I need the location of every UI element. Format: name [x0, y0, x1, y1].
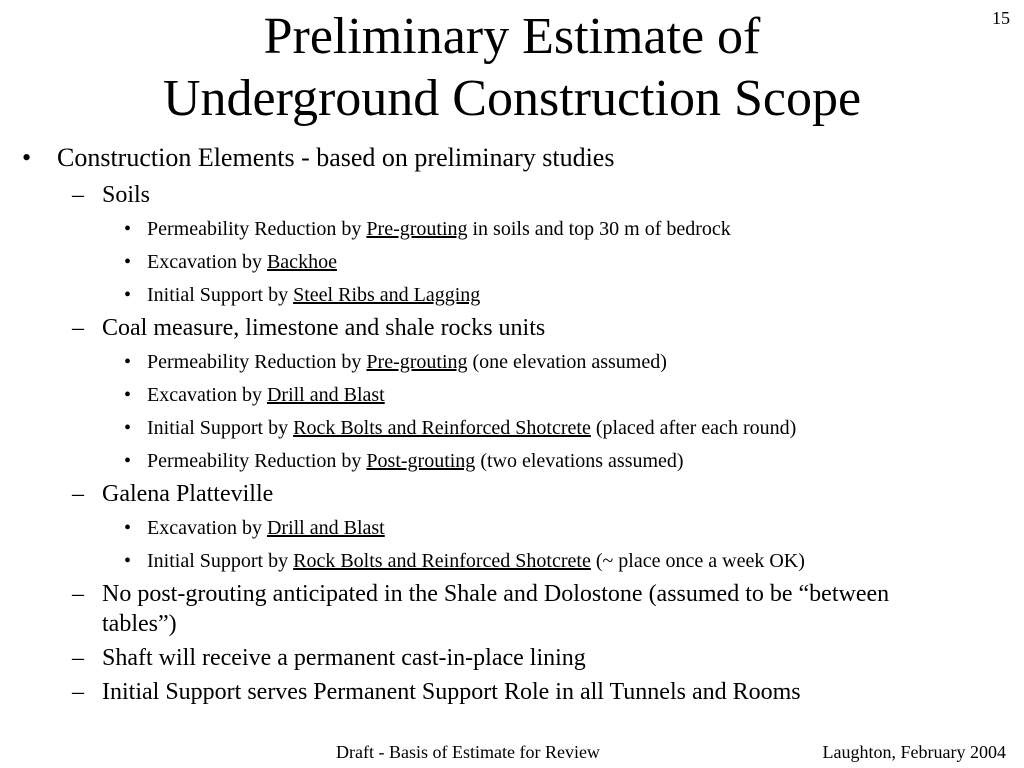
galena-item-excavation [0, 514, 1024, 542]
initial-support-item [0, 677, 1024, 707]
dash-marker: – [72, 481, 84, 507]
post-grouting-link[interactable]: Post-grouting [366, 450, 476, 472]
slide-footer [0, 741, 1024, 765]
pre-grouting-link[interactable]: Pre-grouting [366, 351, 468, 373]
bullet-marker: • [124, 284, 132, 306]
coal-heading-text: Coal measure, limestone and shale rocks units [102, 315, 546, 341]
soils-item-support [0, 281, 1024, 309]
item-prefix: Initial Support by [147, 550, 294, 572]
main-bullet-text: Construction Elements - based on preliminary studies [57, 143, 615, 172]
slide-title [0, 6, 1024, 130]
slide-number: 15 [992, 8, 1010, 28]
item-prefix: Excavation by [147, 517, 267, 539]
bullet-marker: • [124, 417, 132, 439]
soils-item-excavation [0, 248, 1024, 276]
item-prefix: Permeability Reduction by [147, 450, 367, 472]
item-suffix: (one elevation assumed) [467, 351, 667, 373]
coal-item-permeability [0, 348, 1024, 376]
shaft-text: Shaft will receive a permanent cast-in-place lining [102, 645, 586, 671]
item-suffix: (~ place once a week OK) [590, 550, 805, 572]
dash-marker: – [72, 315, 84, 341]
bullet-marker: • [124, 351, 132, 373]
item-suffix: (placed after each round) [590, 417, 797, 439]
dash-marker: – [72, 679, 84, 705]
bullet-marker: • [124, 218, 132, 240]
bullet-marker: • [124, 550, 132, 572]
galena-heading-text: Galena Platteville [102, 481, 274, 507]
backhoe-link[interactable]: Backhoe [266, 251, 337, 273]
item-prefix: Initial Support by [147, 284, 294, 306]
galena-item-support [0, 547, 1024, 575]
rock-bolts-link[interactable]: Rock Bolts and Reinforced Shotcrete [293, 550, 591, 572]
coal-heading [0, 313, 1024, 343]
initial-support-text: Initial Support serves Permanent Support Role in all Tunnels and Rooms [102, 679, 801, 705]
soils-item-permeability [0, 215, 1024, 243]
slide-content [0, 140, 1024, 707]
shaft-item [0, 643, 1024, 673]
bullet-marker: • [124, 384, 132, 406]
item-suffix: in soils and top 30 m of bedrock [467, 218, 731, 240]
galena-heading [0, 479, 1024, 509]
rock-bolts-link[interactable]: Rock Bolts and Reinforced Shotcrete [293, 417, 591, 439]
title-line-1: Preliminary Estimate of [263, 8, 761, 65]
dash-marker: – [72, 182, 84, 208]
dash-marker: – [72, 581, 84, 607]
footer-draft-note: Draft - Basis of Estimate for Review [336, 742, 600, 762]
item-suffix: (two elevations assumed) [475, 450, 684, 472]
drill-and-blast-link[interactable]: Drill and Blast [266, 384, 385, 406]
no-post-grouting-text: No post-grouting anticipated in the Shale and Dolostone (assumed to be “between tables”) [102, 581, 890, 637]
bullet-marker: • [124, 517, 132, 539]
pre-grouting-link[interactable]: Pre-grouting [366, 218, 468, 240]
coal-item-post-grouting [0, 447, 1024, 475]
dash-marker: – [72, 645, 84, 671]
item-prefix: Excavation by [147, 384, 267, 406]
title-line-2: Underground Construction Scope [162, 70, 862, 127]
item-prefix: Permeability Reduction by [147, 351, 367, 373]
coal-item-support [0, 414, 1024, 442]
soils-heading-text: Soils [102, 182, 151, 208]
bullet-marker: • [124, 450, 132, 472]
item-prefix: Excavation by [147, 251, 267, 273]
drill-and-blast-link[interactable]: Drill and Blast [266, 517, 385, 539]
bullet-marker: • [124, 251, 132, 273]
footer-author-date: Laughton, February 2004 [822, 742, 1006, 762]
no-post-grouting-item [0, 579, 1024, 639]
soils-heading [0, 180, 1024, 210]
bullet-marker: • [22, 143, 32, 172]
coal-item-excavation [0, 381, 1024, 409]
item-prefix: Permeability Reduction by [147, 218, 367, 240]
steel-ribs-link[interactable]: Steel Ribs and Lagging [293, 284, 481, 306]
main-bullet [0, 140, 1024, 176]
item-prefix: Initial Support by [147, 417, 294, 439]
